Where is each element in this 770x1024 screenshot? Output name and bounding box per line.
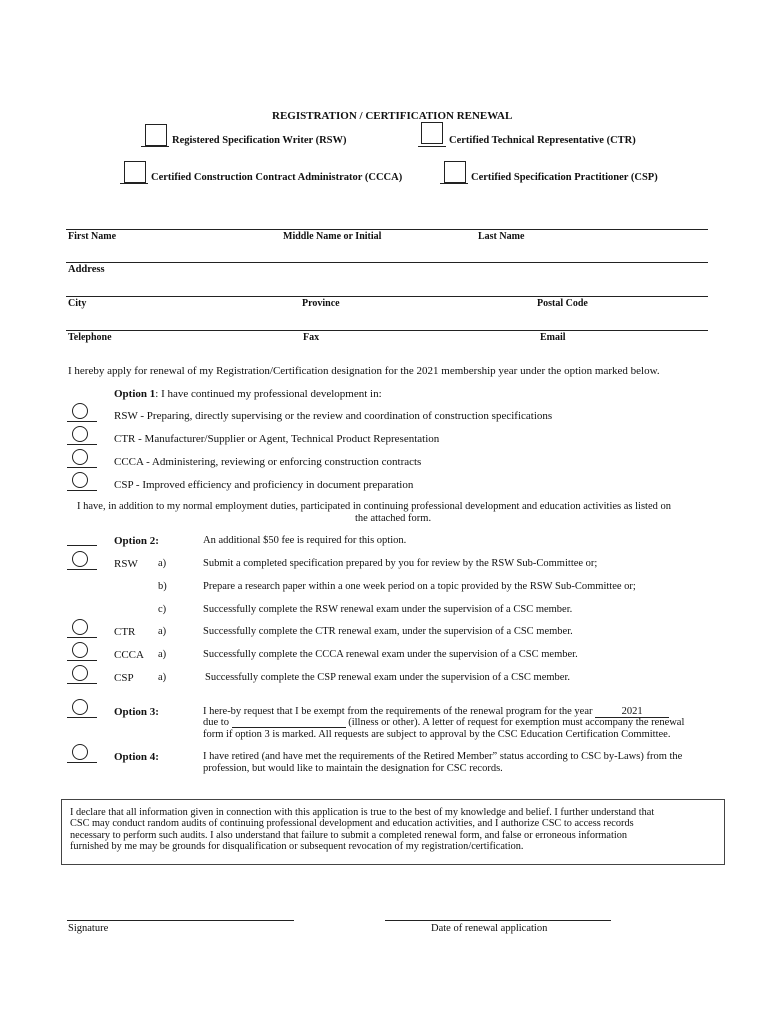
option2-blank[interactable] (67, 545, 97, 546)
option1-csp-radio[interactable] (72, 472, 88, 488)
option2-ctr-label: CTR (114, 626, 136, 638)
rsw-checkbox-underline (141, 146, 169, 147)
rsw-checkbox[interactable] (145, 124, 167, 146)
option4-radio[interactable] (72, 744, 88, 760)
option2-csp-radio[interactable] (72, 665, 88, 681)
option2-ctr-a-marker: a) (158, 626, 167, 637)
csp-checkbox-underline (440, 183, 468, 184)
option2-rsw-a-text: Submit a completed specification prepared by you for review by the RSW Sub-Committee or; (203, 558, 598, 569)
province-label: Province (302, 298, 340, 309)
declaration-line3: necessary to perform such audits. I also understand that failure to submit a completed renewal form, and false or erroneous information (70, 829, 627, 841)
option1-rsw-text: RSW - Preparing, directly supervising or the review and coordination of construction specifications (114, 410, 553, 422)
option3-due-to: due to (203, 717, 229, 728)
fax-label: Fax (303, 332, 320, 343)
declaration-line4: furnished by me may be grounds for disqualification or subsequent revocation of my registration/certification. (70, 840, 524, 852)
option2-ccca-a-marker: a) (158, 649, 167, 660)
option1-ctr-text: CTR - Manufacturer/Supplier or Agent, Technical Product Representation (114, 433, 440, 445)
option2-ccca-radio[interactable] (72, 642, 88, 658)
option2-ctr-a-text: Successfully complete the CTR renewal exam, under the supervision of a CSC member. (203, 626, 573, 637)
option2-csp-label: CSP (114, 672, 134, 684)
option1-ctr-underline (67, 444, 97, 445)
option3-label: Option 3: (114, 706, 159, 718)
middle-name-label: Middle Name or Initial (283, 231, 382, 242)
signature-label: Signature (68, 923, 109, 934)
option3-radio[interactable] (72, 699, 88, 715)
option4-underline (67, 762, 97, 763)
option3-line3: form if option 3 is marked. All requests are subject to approval by the CSC Education Certification Committee. (203, 729, 671, 740)
postal-code-label: Postal Code (537, 298, 588, 309)
ccca-designation-label: Certified Construction Contract Administrator (CCCA) (151, 172, 403, 183)
ccca-checkbox[interactable] (124, 161, 146, 183)
option1-rsw-underline (67, 421, 97, 422)
city-label: City (68, 298, 87, 309)
ccca-checkbox-underline (120, 183, 148, 184)
csp-checkbox[interactable] (444, 161, 466, 183)
option1-note-line1: I have, in addition to my normal employment duties, participated in continuing professional development and education activities as listed on (77, 501, 671, 512)
option2-rsw-radio[interactable] (72, 551, 88, 567)
option2-csp-underline (67, 683, 97, 684)
option4-label: Option 4: (114, 751, 159, 763)
option1-label: Option 1 (114, 388, 156, 400)
date-label: Date of renewal application (431, 923, 548, 934)
option3-reason-field[interactable] (232, 718, 346, 728)
declaration-line1: I declare that all information given in connection with this application is true to the best of my knowledge and belief. I further understand that (70, 807, 655, 818)
csp-designation-label: Certified Specification Practitioner (CSP) (471, 172, 658, 183)
option2-ctr-radio[interactable] (72, 619, 88, 635)
signature-line[interactable] (67, 920, 294, 921)
option2-rsw-label: RSW (114, 558, 138, 570)
telephone-line[interactable] (66, 330, 708, 331)
option3-line2 (203, 717, 684, 728)
option2-csp-a-text: Successfully complete the CSP renewal exam under the supervision of a CSC member. (205, 672, 570, 683)
option1-ccca-text: CCCA - Administering, reviewing or enforcing construction contracts (114, 456, 422, 468)
option2-rsw-b-marker: b) (158, 581, 167, 592)
rsw-designation-label: Registered Specification Writer (RSW) (172, 135, 347, 146)
option3-line2-text: (illness or other). A letter of request for exemption must accompany the renewal (348, 717, 685, 728)
option2-csp-a-marker: a) (158, 672, 167, 683)
ctr-designation-label: Certified Technical Representative (CTR) (449, 135, 636, 146)
option3-line1-text: I here-by request that I be exempt from the requirements of the renewal program for the year (203, 706, 593, 717)
option1-note-line2: the attached form. (355, 513, 432, 524)
ctr-checkbox[interactable] (421, 122, 443, 144)
address-label: Address (68, 264, 105, 275)
declaration-line2: CSC may conduct random audits of continuing professional development and education activities, and I authorize CSC to access records (70, 818, 634, 830)
option1-ccca-radio[interactable] (72, 449, 88, 465)
option1-heading (114, 388, 382, 400)
name-line[interactable] (66, 229, 708, 230)
ctr-checkbox-underline (418, 146, 446, 147)
option1-ctr-radio[interactable] (72, 426, 88, 442)
option2-rsw-b-text: Prepare a research paper within a one week period on a topic provided by the RSW Sub-Committee or; (203, 581, 636, 592)
option2-ccca-label: CCCA (114, 649, 144, 661)
option1-csp-underline (67, 490, 97, 491)
option1-csp-text: CSP - Improved efficiency and proficiency in document preparation (114, 479, 414, 491)
last-name-label: Last Name (478, 231, 525, 242)
option2-fee-text: An additional $50 fee is required for this option. (203, 535, 407, 546)
option2-rsw-c-marker: c) (158, 604, 167, 615)
date-line[interactable] (385, 920, 611, 921)
email-label: Email (540, 332, 566, 343)
option1-ccca-underline (67, 467, 97, 468)
option2-ccca-a-text: Successfully complete the CCCA renewal exam under the supervision of a CSC member. (203, 649, 578, 660)
address-line[interactable] (66, 262, 708, 263)
option1-rsw-radio[interactable] (72, 403, 88, 419)
intro-text: I hereby apply for renewal of my Registration/Certification designation for the 2021 membership year under the option marked below. (68, 365, 660, 377)
option4-line2: profession, but would like to maintain the designation for CSC records. (203, 763, 503, 774)
option2-rsw-underline (67, 569, 97, 570)
option3-underline (67, 717, 97, 718)
option2-ctr-underline (67, 637, 97, 638)
option2-label: Option 2: (114, 535, 159, 547)
city-line[interactable] (66, 296, 708, 297)
declaration-box (61, 799, 725, 865)
option1-text: : I have continued my professional development in: (155, 388, 382, 400)
declaration-text (62, 800, 724, 852)
option2-rsw-c-text: Successfully complete the RSW renewal exam under the supervision of a CSC member. (203, 604, 573, 615)
option3-year-value: 2021 (621, 706, 643, 717)
first-name-label: First Name (68, 231, 117, 242)
option2-rsw-a-marker: a) (158, 558, 167, 569)
option4-line1: I have retired (and have met the requirements of the Retired Member” status according to CSC by-Laws) from the (203, 751, 683, 762)
page-title: REGISTRATION / CERTIFICATION RENEWAL (272, 110, 513, 122)
option2-ccca-underline (67, 660, 97, 661)
telephone-label: Telephone (68, 332, 112, 343)
